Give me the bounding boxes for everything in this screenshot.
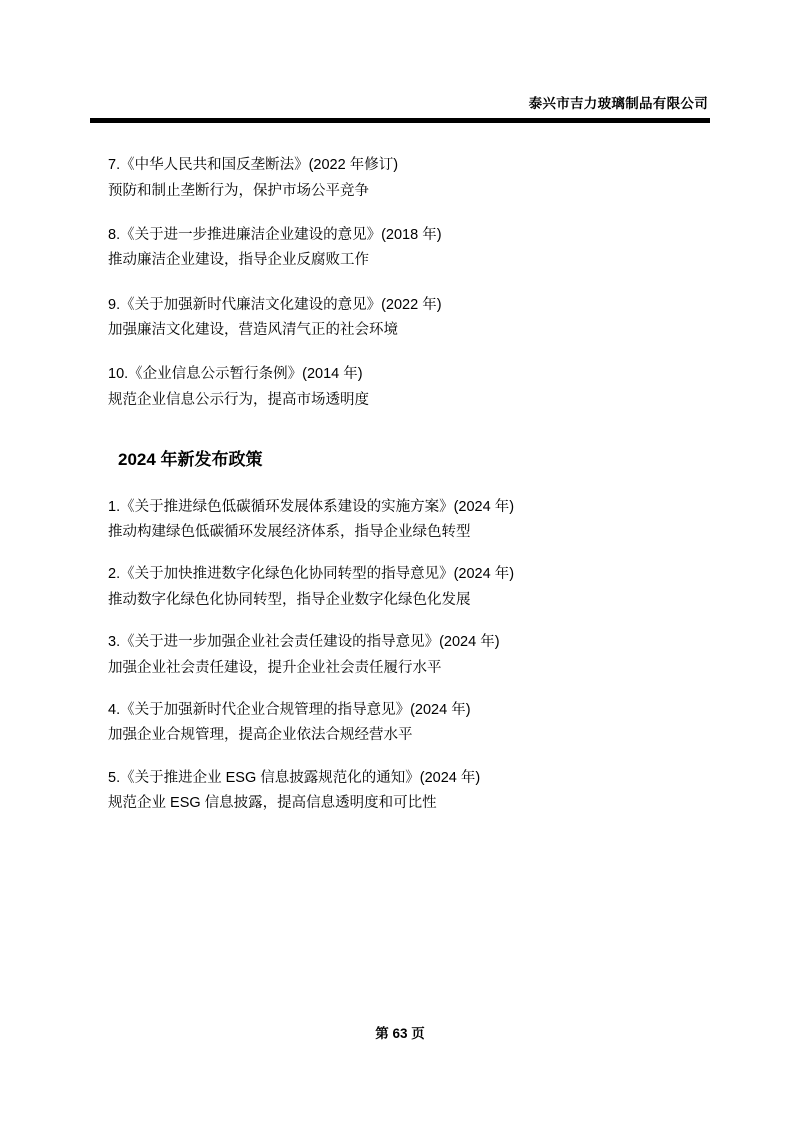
- policy-title: 9.《关于加强新时代廉洁文化建设的意见》(2022 年): [108, 296, 442, 313]
- policy-list-continued: [90, 153, 710, 413]
- policy-title: 8.《关于进一步推进廉洁企业建设的意见》(2018 年): [108, 226, 442, 243]
- policy-title: 3.《关于进一步加强企业社会责任建设的指导意见》(2024 年): [108, 634, 500, 651]
- policy-description: 规范企业 ESG 信息披露，提高信息透明度和可比性: [108, 795, 437, 812]
- list-item: [90, 630, 710, 681]
- list-item: [90, 362, 710, 413]
- page-number: 第 63 页: [375, 1026, 425, 1041]
- list-item: [90, 223, 710, 274]
- policy-title: 10.《企业信息公示暂行条例》(2014 年): [108, 366, 363, 383]
- list-item: [90, 153, 710, 204]
- page-body: [90, 123, 710, 816]
- policy-title: 5.《关于推进企业 ESG 信息披露规范化的通知》(2024 年): [108, 769, 481, 786]
- page-footer: [0, 1022, 800, 1043]
- policy-description: 加强企业合规管理，提高企业依法合规经营水平: [108, 727, 413, 744]
- policy-description: 规范企业信息公示行为，提高市场透明度: [108, 391, 369, 408]
- policy-description: 推动数字化绿色化协同转型，指导企业数字化绿色化发展: [108, 591, 471, 608]
- list-item: [90, 495, 710, 546]
- list-item: [90, 562, 710, 613]
- list-item: [90, 766, 710, 817]
- page-header: [90, 0, 710, 112]
- policy-description: 推动廉洁企业建设，指导企业反腐败工作: [108, 252, 369, 269]
- policy-title: 1.《关于推进绿色低碳循环发展体系建设的实施方案》(2024 年): [108, 498, 515, 515]
- policy-description: 预防和制止垄断行为，保护市场公平竞争: [108, 182, 369, 199]
- policy-title: 2.《关于加快推进数字化绿色化协同转型的指导意见》(2024 年): [108, 566, 515, 583]
- policy-description: 推动构建绿色低碳循环发展经济体系，指导企业绿色转型: [108, 524, 471, 541]
- list-item: [90, 698, 710, 749]
- policy-description: 加强企业社会责任建设，提升企业社会责任履行水平: [108, 659, 442, 676]
- policy-title: 4.《关于加强新时代企业合规管理的指导意见》(2024 年): [108, 701, 471, 718]
- list-item: [90, 293, 710, 344]
- header-company-name: 泰兴市吉力玻璃制品有限公司: [528, 96, 708, 111]
- policy-title: 7.《中华人民共和国反垄断法》(2022 年修订): [108, 157, 399, 174]
- page-content: [90, 0, 710, 833]
- policy-description: 加强廉洁文化建设，营造风清气正的社会环境: [108, 322, 398, 339]
- policy-list-2024: [90, 495, 710, 817]
- section-heading-2024: 2024 年新发布政策: [118, 450, 263, 470]
